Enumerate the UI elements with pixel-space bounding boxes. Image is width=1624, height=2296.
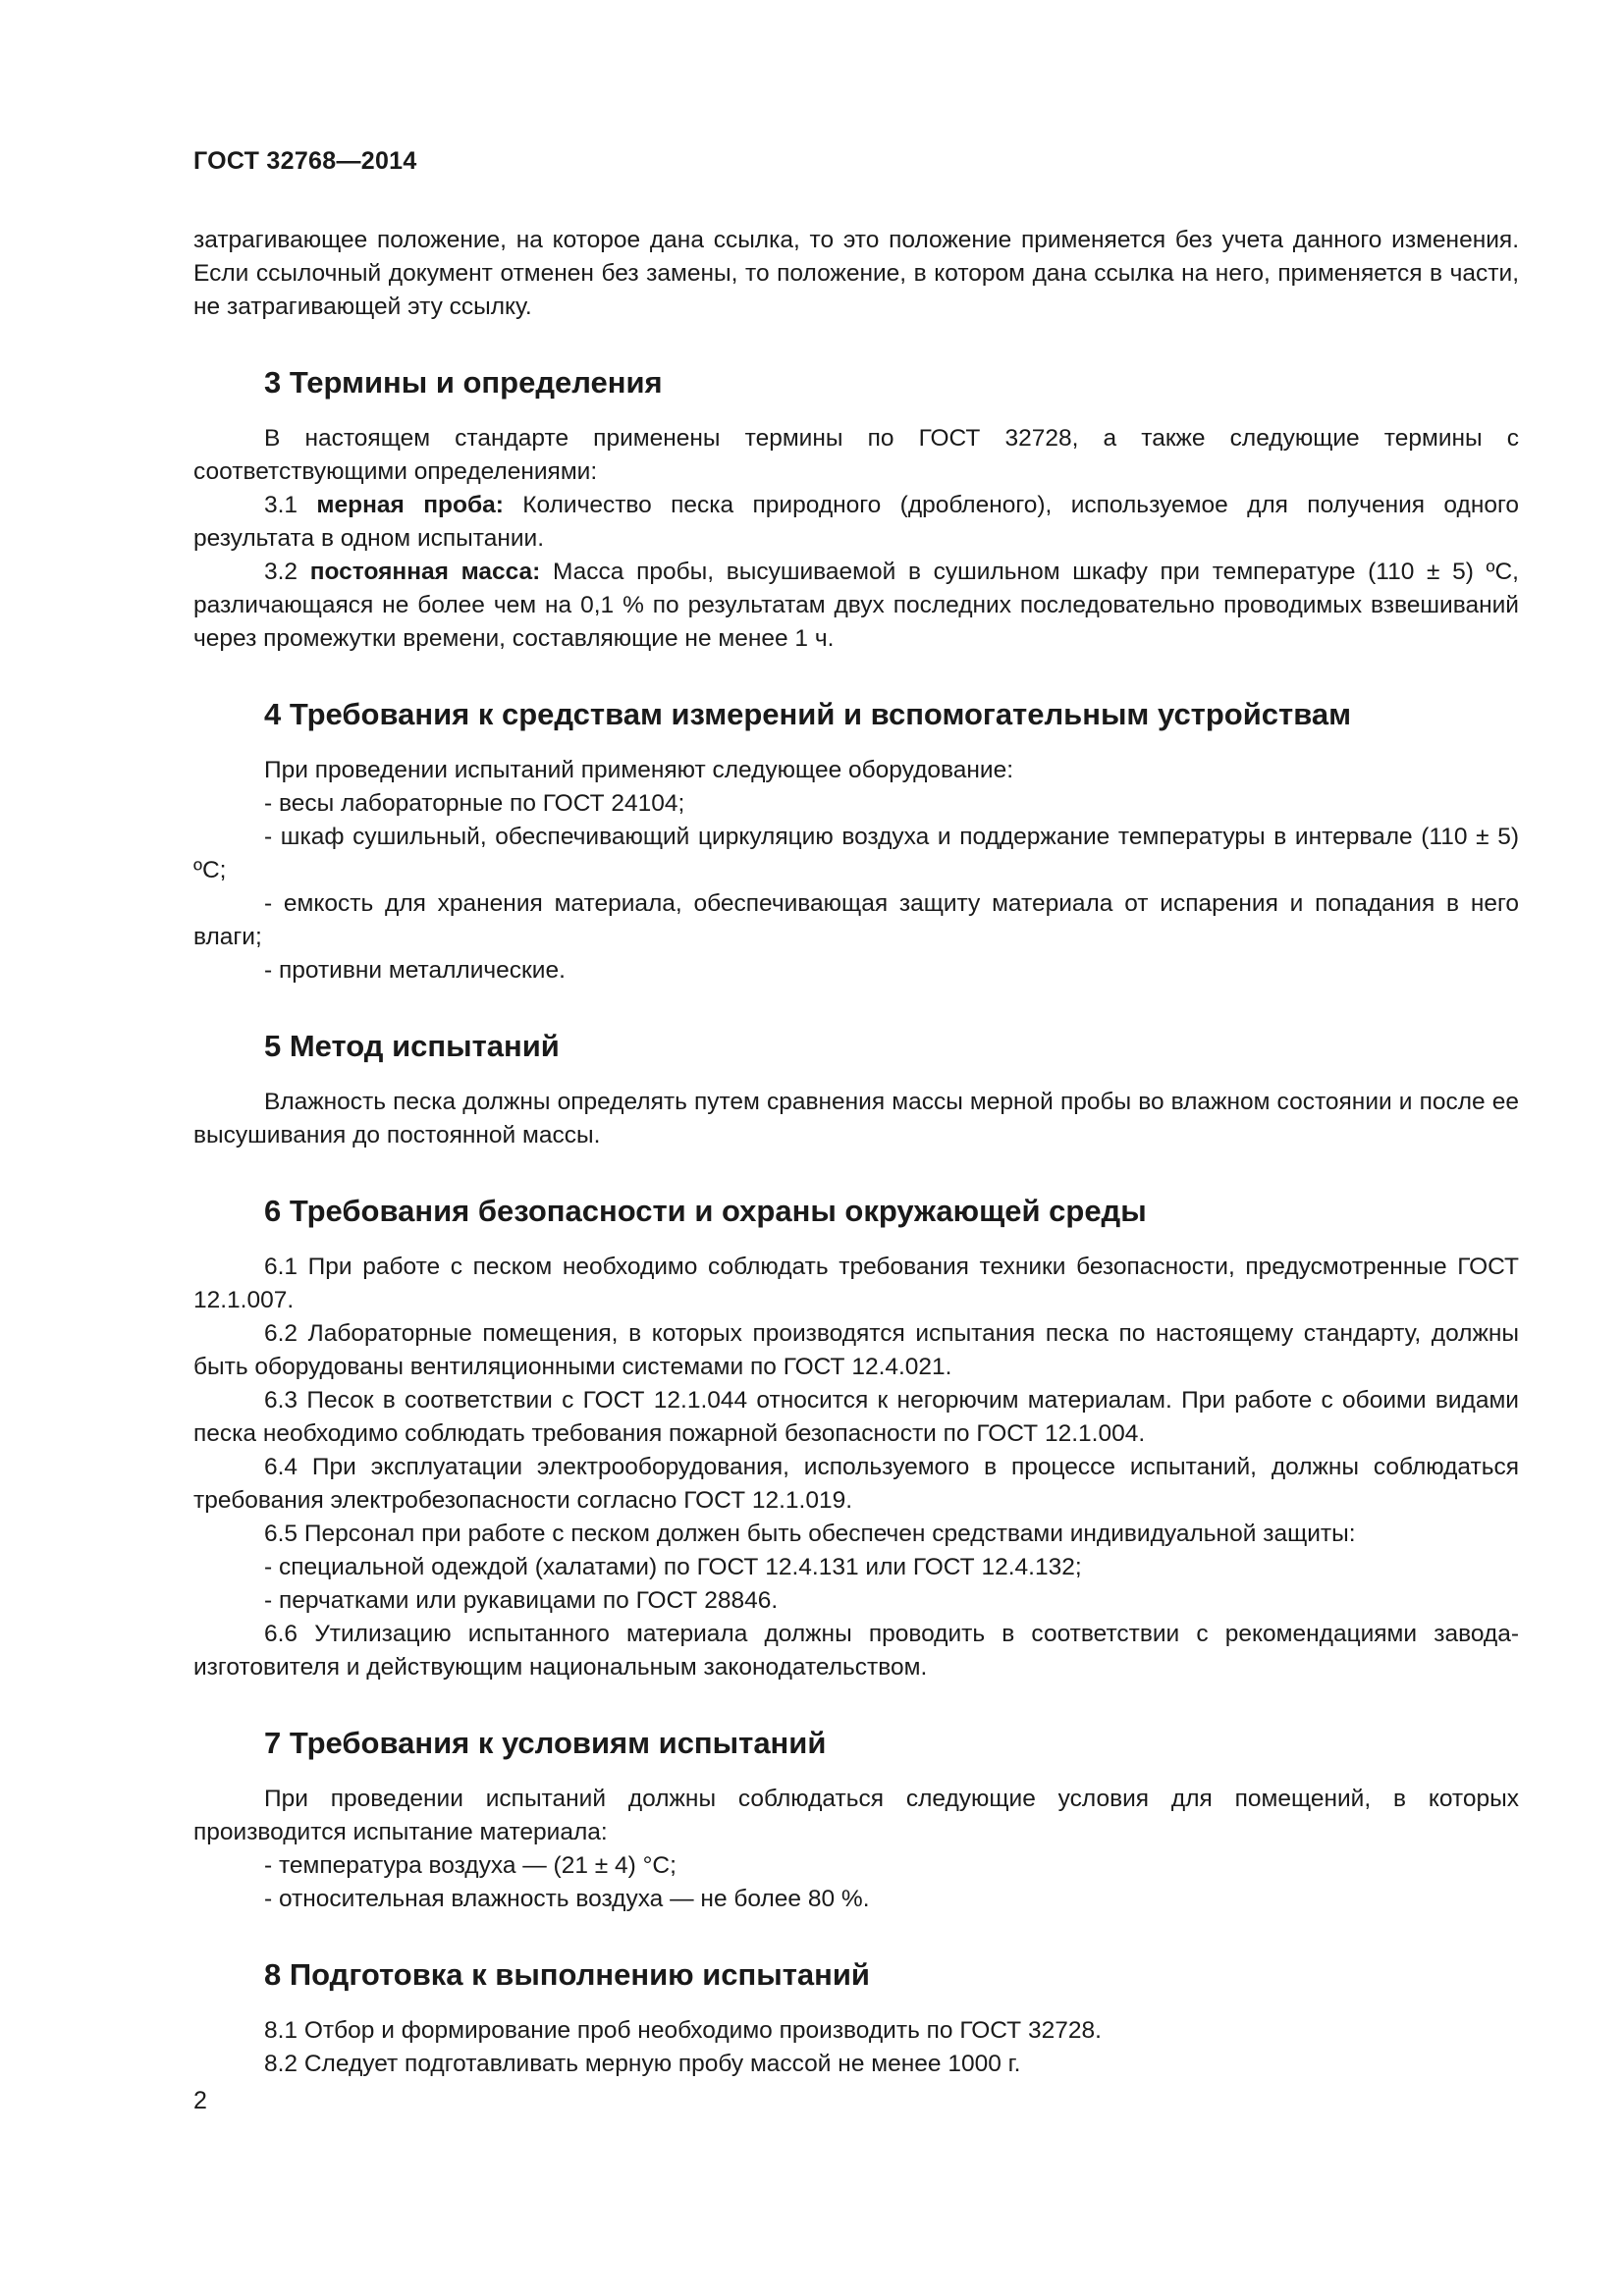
section-5-title: 5 Метод испытаний [264, 1029, 560, 1063]
paragraph: 8.2 Следует подготавливать мерную пробу массой не менее 1000 г. [264, 2051, 1021, 2077]
term-3-2-term: постоянная масса: [309, 559, 541, 585]
term-3-1 [193, 489, 1519, 556]
term-3-2-number: 3.2 [264, 559, 298, 585]
paragraph: 6.2 Лабораторные помещения, в которых производятся испытания песка по настоящему стандарту, должны быть оборудованы вентиляционными системами по ГОСТ 12.4.021. [193, 1320, 1519, 1380]
list-item: - шкаф сушильный, обеспечивающий циркуляцию воздуха и поддержание температуры в интервале (110 ± 5) ºС; [193, 824, 1519, 883]
list-item: - специальной одеждой (халатами) по ГОСТ 12.4.131 или ГОСТ 12.4.132; [264, 1554, 1082, 1580]
list-item: - перчатками или рукавицами по ГОСТ 28846. [264, 1587, 779, 1614]
section-3-title: 3 Термины и определения [264, 365, 663, 400]
section-7-intro: При проведении испытаний должны соблюдаться следующие условия для помещений, в которых производится испытание материала: [193, 1786, 1519, 1845]
page-number: 2 [193, 2087, 207, 2114]
term-3-1-number: 3.1 [264, 492, 298, 518]
term-3-2-definition: Масса пробы, высушиваемой в сушильном шкафу при температуре (110 ± 5) ºС, различающаяся не более чем на 0,1 % по результатам двух последних последовательно проводимых взвешиваний через промежутки времени, составляющие не менее 1 ч. [193, 559, 1519, 652]
list-item: - противни металлические. [264, 957, 566, 984]
term-3-1-term: мерная проба: [316, 492, 504, 518]
term-3-1-definition: Количество песка природного (дробленого), используемое для получения одного результата в одном испытании. [193, 492, 1519, 552]
section-4-intro: При проведении испытаний применяют следующее оборудование: [264, 757, 1014, 783]
section-7-title: 7 Требования к условиям испытаний [264, 1726, 827, 1760]
section-5-text: Влажность песка должны определять путем сравнения массы мерной пробы во влажном состоянии и после ее высушивания до постоянной массы. [193, 1089, 1519, 1148]
paragraph: 6.3 Песок в соответствии с ГОСТ 12.1.044 относится к негорючим материалам. При работе с обоими видами песка необходимо соблюдать требования пожарной безопасности по ГОСТ 12.1.004. [193, 1387, 1519, 1447]
section-6-title: 6 Требования безопасности и охраны окружающей среды [264, 1194, 1147, 1228]
list-item: - емкость для хранения материала, обеспечивающая защиту материала от испарения и попадания в него влаги; [193, 890, 1519, 950]
term-3-2 [193, 556, 1519, 656]
section-4-title: 4 Требования к средствам измерений и вспомогательным устройствам [264, 697, 1352, 731]
list-item: - весы лабораторные по ГОСТ 24104; [264, 790, 685, 817]
section-8-title: 8 Подготовка к выполнению испытаний [264, 1957, 870, 1992]
list-item: - температура воздуха — (21 ± 4) °С; [264, 1852, 677, 1879]
paragraph: 8.1 Отбор и формирование проб необходимо производить по ГОСТ 32728. [264, 2017, 1102, 2044]
document-header-id: ГОСТ 32768—2014 [193, 147, 417, 175]
paragraph: 6.4 При эксплуатации электрооборудования, используемого в процессе испытаний, должны соблюдаться требования электробезопасности согласно ГОСТ 12.1.019. [193, 1454, 1519, 1514]
intro-continuation: затрагивающее положение, на которое дана ссылка, то это положение применяется без учета данного изменения. Если ссылочный документ отменен без замены, то положение, в котором дана ссылка на него, применяется в части, не затрагивающей эту ссылку. [193, 227, 1519, 320]
list-item: - относительная влажность воздуха — не более 80 %. [264, 1886, 870, 1912]
paragraph: 6.6 Утилизацию испытанного материала должны проводить в соответствии с рекомендациями завода-изготовителя и действующим национальным законодательством. [193, 1621, 1519, 1681]
section-3-intro: В настоящем стандарте применены термины по ГОСТ 32728, а также следующие термины с соответствующими определениями: [193, 425, 1519, 485]
document-body [193, 224, 1519, 2081]
paragraph: 6.5 Персонал при работе с песком должен быть обеспечен средствами индивидуальной защиты: [264, 1521, 1356, 1547]
paragraph: 6.1 При работе с песком необходимо соблюдать требования техники безопасности, предусмотренные ГОСТ 12.1.007. [193, 1254, 1519, 1313]
